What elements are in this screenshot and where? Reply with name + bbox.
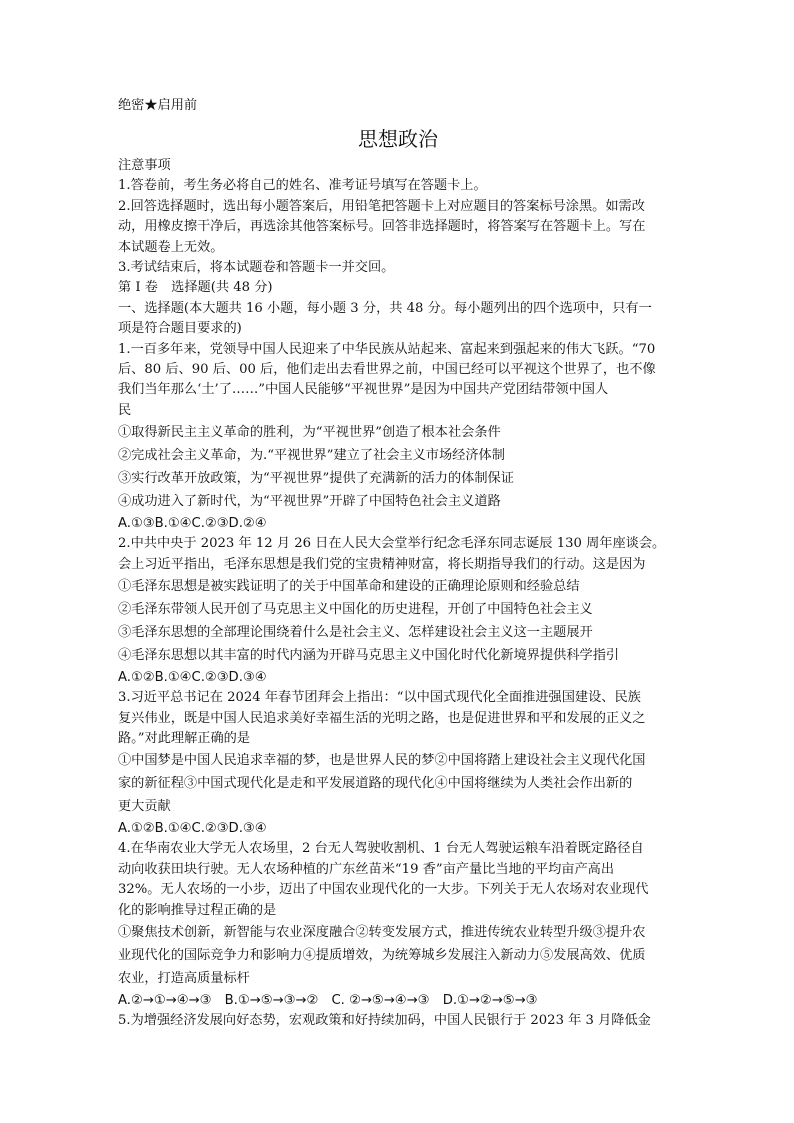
question-stem-line: 3.习近平总书记在 2024 年春节团拜会上指出：“以中国式现代化全面推进强国建设、民族 [118,690,641,706]
statement-option: 业现代化的国际竞争力和影响力④提质增效，为统筹城乡发展注入新动力⑤发展高效、优质 [118,947,646,963]
statement-option: ①取得新民主主义革命的胜利，为“平视世界”创造了根本社会条件 [118,425,501,441]
notice-line: 2.回答选择题时，选出每小题答案后，用铅笔把答题卡上对应题目的答案标号涂黑。如需改 [118,198,645,214]
instruction-line: 一、选择题(本大题共 16 小题，每小题 3 分，共 48 分。每小题列出的四个选项中，只有一 [118,300,652,316]
statement-option: 家的新征程③中国式现代化是走和平发展道路的现代化④中国将继续为人类社会作出新的 [118,776,633,792]
statement-option: ①中国梦是中国人民追求幸福的梦，也是世界人民的梦②中国将踏上建设社会主义现代化国 [118,753,646,769]
question-stem-line: 会上习近平指出，毛泽东思想是我们党的宝贵精神财富，将长期指导我们的行动。这是因为 [118,556,646,572]
statement-option: ④毛泽东思想以其丰富的时代内涵为开辟马克思主义中国化时代化新境界提供科学指引 [118,648,620,664]
statement-option: ①聚焦技术创新，新智能与农业深度融合②转变发展方式，推进传统农业转型升级③提升农 [118,924,646,940]
statement-option: 更大贡献 [118,799,171,815]
statement-option: ②毛泽东带领人民开创了马克思主义中国化的历史进程，开创了中国特色社会主义 [118,602,593,618]
statement-option: 农业，打造高质量标杆 [118,970,250,986]
statement-option: ①毛泽东思想是被实践证明了的关于中国革命和建设的正确理论原则和经验总结 [118,579,580,595]
question-4 [118,839,678,1011]
question-2 [118,534,678,688]
answer-choices: A.②→①→④→③ B.①→⑤→③→② C. ②→⑤→④→③ D.①→②→⑤→③ [118,992,538,1008]
notice-line: 本试题卷上无效。 [118,239,224,255]
statement-option: ③毛泽东思想的全部理论围绕着什么是社会主义、怎样建设社会主义这一主题展开 [118,625,593,641]
question-stem-line: 2.中共中央于 2023 年 12 月 26 日在人民大会堂举行纪念毛泽东同志诞辰 130 周年座谈会。 [118,536,666,552]
notices-heading: 注意事项 [118,158,171,174]
question-stem-line: 我们当年那么‘土’了……”中国人民能够“平视世界”是因为中国共产党团结带领中国人 [118,382,609,398]
question-1 [118,340,678,535]
notice-line: 3.考试结束后，将本试题卷和答题卡一并交回。 [118,260,395,276]
answer-choices: A.①②B.①④C.②③D.③④ [118,821,267,837]
page-title: 思想政治 [358,127,438,152]
instruction-line: 项是符合题目要求的) [118,321,242,337]
statement-option: ③实行改革开放政策，为“平视世界”提供了充满新的活力的体制保证 [118,471,514,487]
question-stem-line: 1.一百多年来，党领导中国人民迎来了中华民族从站起来、富起来到强起来的伟大飞跃。“70 [118,341,656,357]
question-stem-line: 路。”对此理解正确的是 [118,730,251,746]
statement-option: ④成功进入了新时代，为“平视世界”开辟了中国特色社会主义道路 [118,494,501,510]
section-header [118,278,678,339]
notices-section [118,156,678,278]
notice-line: 1.答卷前，考生务必将自己的姓名、准考证号填写在答题卡上。 [118,178,487,194]
question-stem-line: 化的影响推导过程正确的是 [118,902,277,918]
question-stem-line: 4.在华南农业大学无人农场里，2 台无人驾驶收割机、1 台无人驾驶运粮车沿着既定路径自 [118,841,644,857]
question-stem-line: 民 [118,402,132,418]
statement-option: ②完成社会主义革命，为.“平视世界”建立了社会主义市场经济体制 [118,448,505,464]
answer-choices: A.①②B.①④C.②③D.③④ [118,670,267,686]
question-5 [118,1011,678,1031]
notice-line: 动，用橡皮擦干净后，再选涂其他答案标号。回答非选择题时，将答案写在答题卡上。写在 [118,219,646,235]
confidential-mark: 绝密★启用前 [118,98,198,113]
question-stem-line: 32%。无人农场的一小步，迈出了中国农业现代化的一大步。下列关于无人农场对农业现代 [118,882,649,898]
exam-page [118,96,678,1031]
question-3 [118,688,678,839]
question-stem-line: 复兴伟业，既是中国人民追求美好幸福生活的光明之路，也是促进世界和平和发展的正义之 [118,710,646,726]
question-stem-line: 动向收获田块行驶。无人农场种植的广东丝苗米“19 香”亩产量比当地的平均亩产高出 [118,861,615,877]
part-heading: 第 I 卷 选择题(共 48 分) [118,280,273,296]
question-stem-line: 5.为增强经济发展向好态势，宏观政策和好持续加码，中国人民银行于 2023 年 3 月降低金 [118,1012,651,1028]
question-stem-line: 后、80 后、90 后、00 后，他们走出去看世界之前，中国已经可以平视这个世界了，也不像 [118,362,656,378]
answer-choices: A.①③B.①④C.②③D.②④ [118,516,267,532]
